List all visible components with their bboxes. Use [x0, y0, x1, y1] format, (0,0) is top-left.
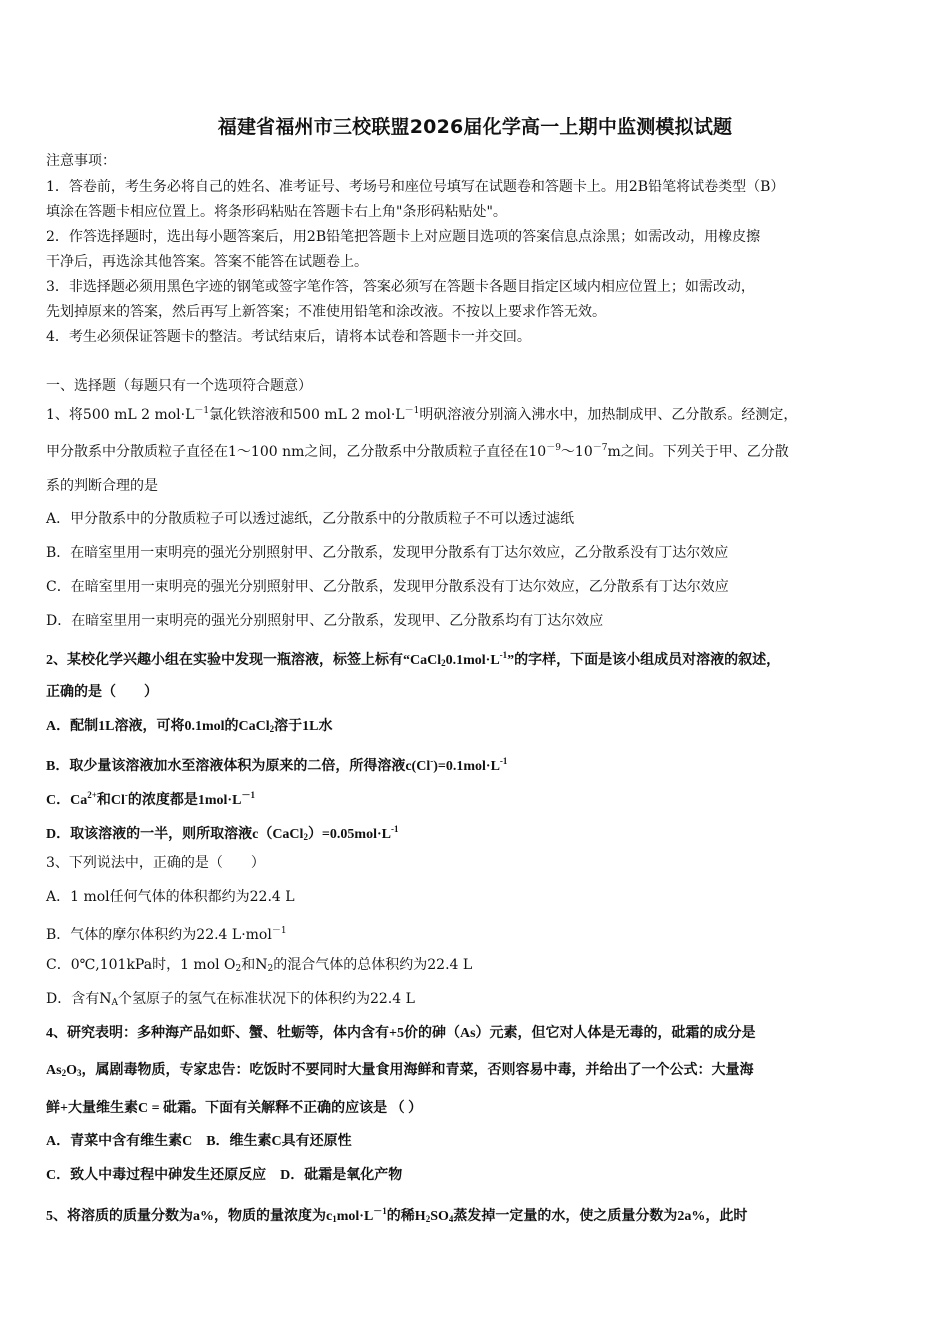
q4-stem-line2: $As_2O_3$，属剧毒物质，专家忠告：吃饭时不要同时大量食用海鲜和青菜，否则容易中毒，并给出了一个公式：大量海	[46, 1063, 754, 1078]
q2-option-c: C．$Ca^{2+}$和Cl-的浓度都是$1mol\cdot L^{-1}$	[46, 790, 255, 808]
q3-option-d: D．含有$N_A$个氢原子的氢气在标准状况下的体积约为22.4 L	[46, 991, 415, 1008]
q1-option-a: A．甲分散系中的分散质粒子可以透过滤纸，乙分散系中的分散质粒子不可以透过滤纸	[46, 511, 575, 527]
q2-option-b: B．取少量该溶液加水至溶液体积为原来的二倍，所得溶液$c(Cl^-)=0.1mol\cdot L^{-1}$	[46, 756, 508, 774]
q4-stem-line1: 4、研究表明：多种海产品如虾、蟹、牡蛎等，体内含有+5价的砷（As）元素，但它对人体是无毒的，砒霜的成分是	[46, 1026, 756, 1041]
q1-option-d: D．在暗室里用一束明亮的强光分别照射甲、乙分散系，发现甲、乙分散系均有丁达尔效应	[46, 613, 604, 629]
q2-option-d: D．取该溶液的一半，则所取溶液$c(CaCl_2)=0.05mol\cdot L^{-1}$	[46, 824, 399, 842]
q2-stem-line1: 2、某校化学兴趣小组在实验中发现一瓶溶液，标签上标有“$CaCl_20.1mol\cdot L^{-1}$”的字样，下面是该小组成员对溶液的叙述，	[46, 650, 781, 668]
q3-option-c: C．0℃,101kPa时，1 mol $O_2$和$N_2$的混合气体的总体积约为22.4 L	[46, 957, 473, 974]
q1-option-c: C．在暗室里用一束明亮的强光分别照射甲、乙分散系，发现甲分散系没有丁达尔效应，乙分散系有丁达尔效应	[46, 579, 729, 595]
q5-stem-line1: 5、将溶质的质量分数为a%，物质的量浓度为$c_1mol\cdot L^{-1}$的稀$H_2SO_4$蒸发掉一定量的水，使之质量分数为2a%，此时	[46, 1206, 748, 1224]
notice-line: 3．非选择题必须用黑色字迹的钢笔或签字笔作答，答案必须写在答题卡各题目指定区域内相应位置上；如需改动，	[46, 279, 755, 295]
notice-line: 填涂在答题卡相应位置上。将条形码粘贴在答题卡右上角"条形码粘贴处"。	[46, 204, 507, 220]
q3-option-b: B．气体的摩尔体积约为22.4 L·mol$^{-1}$	[46, 926, 287, 943]
q1-stem-line2: 甲分散系中分散质粒子直径在1～100 nm之间，乙分散系中分散质粒子直径在$10^{-9}\sim 10^{-7}m$之间。下列关于甲、乙分散	[46, 443, 789, 460]
q1-stem-line1: 1、将500 mL 2 $mol\cdot L^{-1}$氯化铁溶液和500 mL 2 $mol\cdot L^{-1}$明矾溶液分别滴入沸水中，加热制成甲、乙分散系。经测定，	[46, 406, 798, 423]
q2-stem-line2: 正确的是（ ）	[46, 685, 158, 700]
q4-stem-line3: 鲜+大量维生素C = 砒霜。下面有关解释不正确的应该是 （ ）	[46, 1101, 423, 1116]
page-title: 福建省福州市三校联盟2026届化学高一上期中监测模拟试题	[217, 116, 733, 138]
notice-line: 2．作答选择题时，选出每小题答案后，用2B铅笔把答题卡上对应题目选项的答案信息点涂黑；如需改动，用橡皮擦	[46, 229, 761, 245]
q3-stem: 3、下列说法中，正确的是（ ）	[46, 855, 265, 871]
notice-line: 先划掉原来的答案，然后再写上新答案；不准使用铅笔和涂改液。不按以上要求作答无效。	[46, 304, 606, 320]
q1-stem-line3: 系的判断合理的是	[46, 478, 158, 494]
section-heading: 一、选择题（每题只有一个选项符合题意）	[46, 378, 312, 394]
q4-options-ab: A．青菜中含有维生素C B．维生素C具有还原性	[46, 1134, 352, 1149]
q4-options-cd: C．致人中毒过程中砷发生还原反应 D．砒霜是氧化产物	[46, 1168, 403, 1183]
notice-line: 干净后，再选涂其他答案。答案不能答在试题卷上。	[46, 254, 368, 270]
q3-option-a: A．1 mol任何气体的体积都约为22.4 L	[46, 889, 295, 905]
notice-line: 1．答卷前，考生务必将自己的姓名、准考证号、考场号和座位号填写在试题卷和答题卡上。用2B铅笔将试卷类型（B）	[46, 179, 785, 195]
q1-option-b: B．在暗室里用一束明亮的强光分别照射甲、乙分散系，发现甲分散系有丁达尔效应，乙分散系没有丁达尔效应	[46, 545, 729, 561]
notice-heading: 注意事项：	[46, 153, 116, 169]
q2-option-a: A．配制1L溶液，可将0.1mol的CaCl$_2$溶于1L水	[46, 719, 333, 734]
notice-line: 4．考生必须保证答题卡的整洁。考试结束后，请将本试卷和答题卡一并交回。	[46, 329, 531, 345]
